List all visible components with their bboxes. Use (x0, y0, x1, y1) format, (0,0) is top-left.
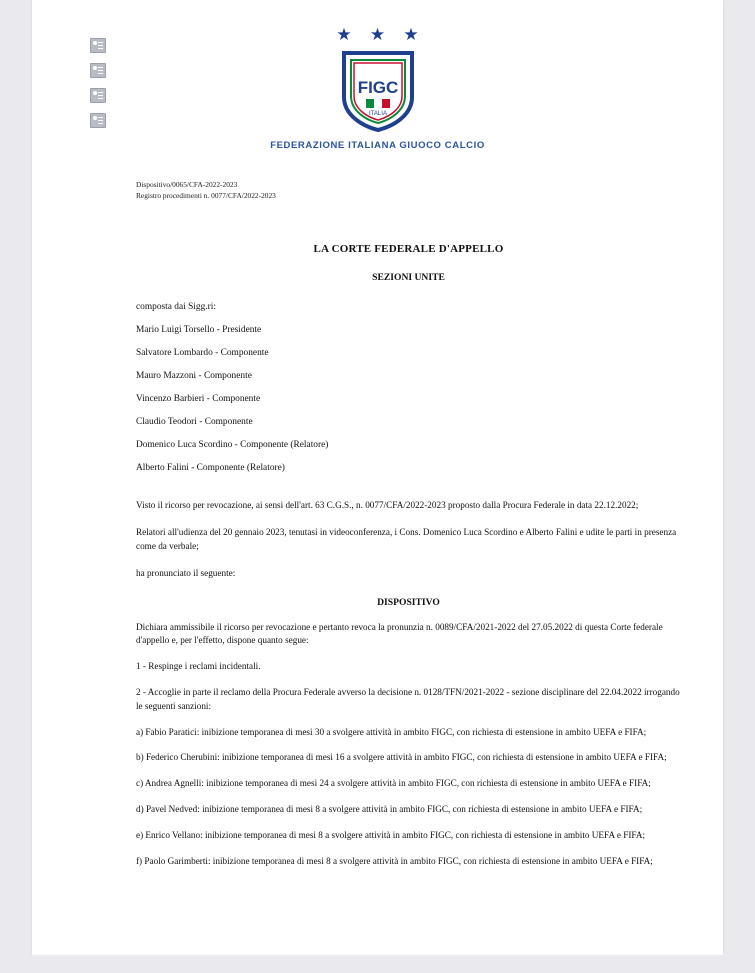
dispositivo-item: a) Fabio Paratici: inibizione temporanea di mesi 30 a svolgere attività in ambito FIGC, con richiesta di estensione in ambito UEFA e FIFA; (136, 726, 647, 737)
svg-text:FIGC: FIGC (357, 78, 398, 97)
body-paragraph: Relatori all'udienza del 20 gennaio 2023, tenutasi in videoconferenza, i Cons. Domenico Luca Scordino e Alberto Falini e udite le parti in presenza come da verbale; (136, 527, 677, 552)
three-stars-icon: ★ ★ ★ (336, 25, 426, 44)
dispositivo-item: d) Pavel Nedved: inibizione temporanea di mesi 8 a svolgere attività in ambito FIGC, con richiesta di estensione in ambito UEFA e FIFA; (136, 804, 643, 815)
dispositivo-heading: DISPOSITIVO (377, 596, 440, 608)
dispositivo-item: c) Andrea Agnelli: inibizione temporanea di mesi 24 a svolgere attività in ambito FIGC, con richiesta di estensione in ambito UEFA e FIFA; (136, 778, 651, 789)
document-content (136, 180, 681, 868)
document-subtitle: SEZIONI UNITE (372, 272, 445, 284)
page-bottom-gutter (0, 955, 755, 973)
panel-member: Mario Luigi Torsello - Presidente (136, 325, 262, 336)
panel-member: Vincenzo Barbieri - Componente (136, 394, 261, 405)
dispositivo-item: f) Paolo Garimberti: inibizione temporanea di mesi 8 a svolgere attività in ambito FIGC, con richiesta di estensione in ambito UEFA e FIFA; (136, 855, 653, 866)
dispositivo-item: e) Enrico Vellano: inibizione temporanea di mesi 8 a svolgere attività in ambito FIGC, con richiesta di estensione in ambito UEFA e FIFA; (136, 829, 646, 840)
document-header (32, 26, 723, 151)
dispositivo-item: b) Federico Cherubini: inibizione temporanea di mesi 16 a svolgere attività in ambito FIGC, con richiesta di estensione in ambito UEFA e FIFA; (136, 752, 667, 763)
document-title: LA CORTE FEDERALE D'APPELLO (313, 243, 504, 256)
body-paragraph: Visto il ricorso per revocazione, ai sensi dell'art. 63 C.G.S., n. 0077/CFA/2022-2023 proposto dalla Procura Federale in data 22.12.2022; (136, 500, 639, 511)
body-paragraph: ha pronunciato il seguente: (136, 567, 236, 578)
panel-member: Mauro Mazzoni - Componente (136, 371, 252, 382)
document-page (32, 0, 723, 955)
svg-text:ITALIA: ITALIA (368, 111, 387, 117)
panel-member: Alberto Falini - Componente (Relatore) (136, 463, 285, 474)
panel-member: Domenico Luca Scordino - Componente (Relatore) (136, 440, 329, 451)
dispositivo-intro: Dichiara ammissibile il ricorso per revocazione e pertanto revoca la pronunzia n. 0089/CFA/2021-2022 del 27.05.2022 di questa Corte federale d'appello e, per l'effetto, dispone quanto segue: (136, 621, 663, 646)
reference-line-2: Registro procedimenti n. 0077/CFA/2022-2023 (136, 190, 276, 200)
reference-line-1: Dispositivo/0065/CFA-2022-2023 (136, 180, 238, 189)
composed-label: composta dai Sigg.ri: (136, 302, 216, 313)
dispositivo-item: 1 - Respinge i reclami incidentali. (136, 661, 261, 672)
panel-member: Claudio Teodori - Componente (136, 417, 253, 428)
dispositivo-item: 2 - Accoglie in parte il reclamo della Procura Federale avverso la decisione n. 0128/TFN/2021-2022 - sezione disciplinare del 22.04.2022 irrogando le seguenti sanzioni: (136, 687, 680, 711)
figc-crest-icon (340, 47, 416, 133)
panel-member: Salvatore Lombardo - Componente (136, 348, 269, 359)
federation-name: FEDERAZIONE ITALIANA GIUOCO CALCIO (270, 140, 485, 151)
